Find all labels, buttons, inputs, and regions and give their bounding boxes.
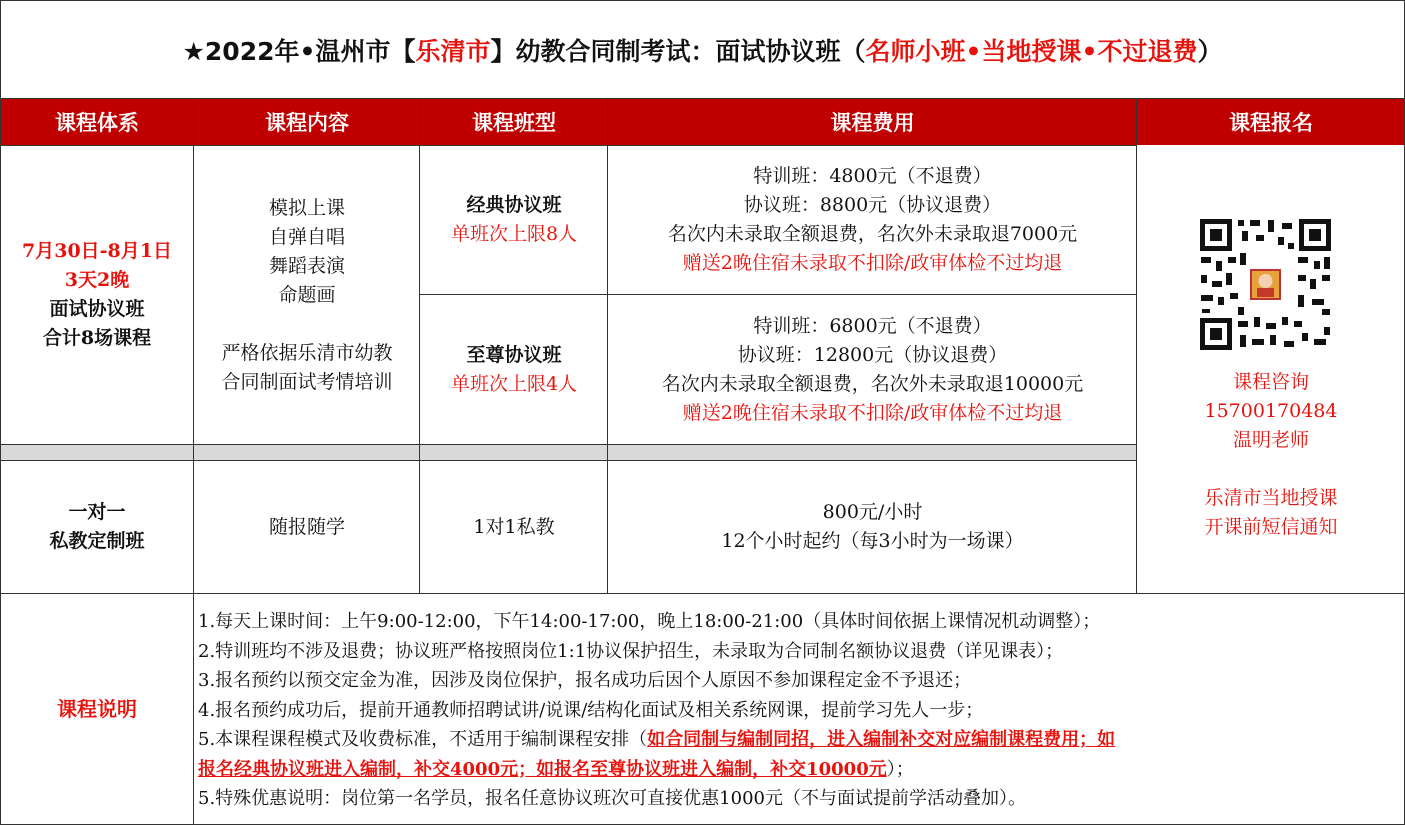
consult-phone[interactable]: 15700170484 <box>1204 400 1338 422</box>
grid-line <box>0 460 1137 461</box>
course-date: 7月30日-8月1日 <box>22 240 172 262</box>
content-item: 自弹自唱 <box>268 225 345 248</box>
grid-line <box>1136 99 1137 593</box>
course-system-agreement <box>0 145 194 445</box>
grid-line <box>0 593 1405 594</box>
page-title <box>0 0 1405 99</box>
fee-training: 特训班：4800元（不退费） <box>753 165 992 187</box>
fee-gift: 赠送2晚住宿未录取不扣除/政审体检不过均退 <box>682 402 1063 424</box>
course-system-private <box>0 461 194 593</box>
title-highlight: 名师小班•当地授课•不过退费 <box>865 36 1198 66</box>
title-prefix: ★2022年•温州市【 <box>182 36 416 66</box>
content-item: 模拟上课 <box>268 196 345 219</box>
note-item: 3.报名预约以预交定金为准，因涉及岗位保护，报名成功后因个人原因不参加课程定金不予退还； <box>198 670 972 691</box>
title-middle: 】幼教合同制考试：面试协议班（ <box>490 36 866 66</box>
row-separator <box>0 445 1137 461</box>
grid-line <box>0 444 1137 445</box>
grid-line <box>193 99 194 825</box>
class-premium <box>420 295 608 445</box>
grid-line <box>0 0 1405 1</box>
grid-line <box>419 99 420 593</box>
grid-line <box>0 0 1 825</box>
fee-refund: 名次内未录取全额退费，名次外未录取退7000元 <box>667 223 1078 245</box>
course-duration: 3天2晚 <box>64 269 130 291</box>
fee-agreement: 协议班：12800元（协议退费） <box>737 344 1008 366</box>
header-class-type: 课程班型 <box>420 99 608 145</box>
grid-line <box>0 145 1137 146</box>
fee-training: 特训班：6800元（不退费） <box>753 315 992 337</box>
note-5-highlight-cont: 报名经典协议班进入编制，补交4000元；如报名至尊协议班进入编制，补交10000元 <box>198 758 887 780</box>
sms-notice: 开课前短信通知 <box>1204 516 1338 538</box>
note-5-text: 5.本课程课程模式及收费标准，不适用于编制课程安排（ <box>198 729 648 750</box>
class-name: 经典协议班 <box>466 194 562 216</box>
notes-label: 课程说明 <box>57 696 137 721</box>
content-basis: 严格依据乐清市幼教 <box>221 341 393 364</box>
local-teaching: 乐清市当地授课 <box>1204 487 1338 509</box>
private-fee-rate: 800元/小时 <box>822 501 923 523</box>
consult-teacher: 温明老师 <box>1232 429 1309 451</box>
fee-premium <box>608 295 1137 445</box>
fee-refund: 名次内未录取全额退费，名次外未录取退10000元 <box>661 373 1084 395</box>
private-fee <box>608 461 1137 593</box>
title-suffix: ） <box>1197 36 1223 66</box>
fee-gift: 赠送2晚住宿未录取不扣除/政审体检不过均退 <box>682 252 1063 274</box>
course-sessions: 合计8场课程 <box>42 327 152 349</box>
class-limit: 单班次上限8人 <box>450 223 578 245</box>
signup-cell <box>1137 145 1405 593</box>
course-name: 面试协议班 <box>49 298 145 320</box>
private-line1: 一对一 <box>68 501 126 523</box>
header-course-fee: 课程费用 <box>608 99 1137 145</box>
consult-label: 课程咨询 <box>1232 371 1309 393</box>
private-fee-min: 12个小时起约（每3小时为一场课） <box>721 530 1024 552</box>
qr-code-icon[interactable] <box>1198 217 1333 352</box>
grid-line <box>607 99 608 593</box>
notes-list <box>194 607 1405 814</box>
note-item: 2.特训班均不涉及退费；协议班严格按照岗位1:1协议保护招生，未录取为合同制名额协议退费（详见课表）； <box>198 640 1064 662</box>
grid-line <box>0 98 1405 99</box>
private-content: 随报随学 <box>268 515 345 538</box>
note-item <box>198 725 1405 784</box>
private-line2: 私教定制班 <box>49 530 145 552</box>
note-item: 4.报名预约成功后，提前开通教师招聘试讲/说课/结构化面试及相关系统网课，提前学习先人一步； <box>198 699 984 721</box>
note-item: 5.特殊优惠说明：岗位第一名学员，报名任意协议班次可直接优惠1000元（不与面试提前学活动叠加）。 <box>198 788 1026 809</box>
class-limit: 单班次上限4人 <box>450 373 578 395</box>
fee-agreement: 协议班：8800元（协议退费） <box>743 194 1002 216</box>
title-city: 乐清市 <box>415 36 491 66</box>
course-content <box>194 145 420 445</box>
header-course-content: 课程内容 <box>194 99 420 145</box>
class-name: 至尊协议班 <box>466 344 562 366</box>
signup-contact <box>1137 368 1405 542</box>
fee-classic <box>608 145 1137 295</box>
private-type: 1对1私教 <box>473 515 555 538</box>
note-5-end: ）； <box>886 758 914 780</box>
note-5-highlight: 如合同制与编制同招，进入编制补交对应编制课程费用；如 <box>647 729 1116 750</box>
content-basis: 合同制面试考情培训 <box>221 370 393 393</box>
content-item: 命题画 <box>278 283 336 306</box>
note-item: 1.每天上课时间：上午9:00-12:00，下午14:00-17:00，晚上18:00-21:00（具体时间依据上课情况机动调整）； <box>198 611 1101 632</box>
content-item: 舞蹈表演 <box>268 254 345 277</box>
header-course-system: 课程体系 <box>0 99 194 145</box>
grid-line <box>420 294 1137 295</box>
header-signup: 课程报名 <box>1137 99 1405 145</box>
class-classic <box>420 145 608 295</box>
